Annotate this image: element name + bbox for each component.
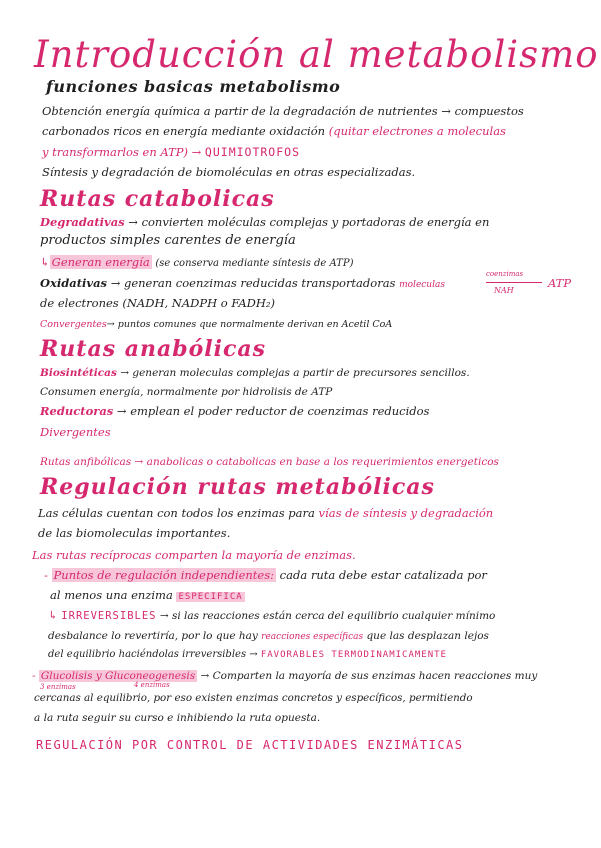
oxidativas-atp: ATP <box>548 276 572 290</box>
gluco-note-1: 3 enzimas <box>40 683 76 691</box>
convergentes-text: → puntos comunes que normalmente derivan en Acetil CoA <box>106 319 393 330</box>
biosinteticas-text: → generan moleculas complejas a partir de precursores sencillos. <box>120 367 470 379</box>
regulacion-line-1-pink: vías de síntesis y degradación <box>318 506 494 520</box>
oxidativas-label: Oxidativas <box>40 276 108 290</box>
catabolicas-heading: Rutas catabolicas <box>40 186 275 212</box>
puntos-text-2: al menos una enzima <box>50 588 177 602</box>
degradativas-text: → convierten moléculas complejas y portadoras de energía en <box>128 215 490 229</box>
convergentes-label: Convergentes <box>40 319 107 330</box>
irreversibles-text: → si las reacciones están cerca del equilibrio cualquier mínimo <box>156 610 496 622</box>
puntos-line-2 <box>50 588 245 604</box>
regulacion-line-3: Las rutas recíprocas comparten la mayoría de enzimas. <box>32 548 356 562</box>
generan-label: Generan energía <box>51 255 150 269</box>
reductoras-label: Reductoras <box>40 404 114 418</box>
irreversibles-line-3 <box>48 648 447 662</box>
gluco-bullet: - <box>32 670 39 682</box>
gluco-text: → Comparten la mayoría de sus enzimas hacen reacciones muy <box>197 670 538 682</box>
irreversibles-line <box>48 608 495 623</box>
irreversibles-line-2-pink: reacciones específicas <box>261 632 364 642</box>
regulacion-heading: Regulación rutas metabólicas <box>40 474 435 500</box>
irreversibles-line-2-end: que las desplazan lejos <box>363 630 489 642</box>
degradativas-line-2: productos simples carentes de energía <box>40 233 296 248</box>
anabolicas-heading: Rutas anabólicas <box>40 336 267 362</box>
irreversibles-line-2-text: desbalance lo revertiría, por lo que hay <box>48 630 262 642</box>
intro-line-1: Obtención energía química a partir de la degradación de nutrientes → compuestos <box>42 104 524 118</box>
intro-line-3-pink: y transformarlos en ATP) → <box>42 145 202 159</box>
intro-line-3 <box>42 145 300 159</box>
oxidativas-arrow-bottom: NAH <box>494 286 514 295</box>
degradativas-line <box>40 215 489 229</box>
irreversibles-line-2 <box>48 629 489 644</box>
anfibolicas-text: → anabolicas o catabolicas en base a los requerimientos energeticos <box>134 456 499 468</box>
oxidativas-line <box>40 276 445 292</box>
favorables-label: FAVORABLES TERMODINAMICAMENTE <box>260 650 447 660</box>
biosinteticas-line <box>40 366 470 380</box>
puntos-bullet: - <box>44 568 52 582</box>
reductoras-text: → emplean el poder reductor de coenzimas reducidos <box>116 404 430 418</box>
puntos-label: Puntos de regulación independientes: <box>53 568 275 582</box>
intro-line-2-text: carbonados ricos en energía mediante oxidación <box>42 124 329 138</box>
gluco-note-2: 4 enzimas <box>134 681 170 689</box>
irreversibles-arrow-icon: ↳ <box>48 608 62 622</box>
oxidativas-arrow-top: coenzimas <box>486 270 524 278</box>
anfibolicas-label: Rutas anfibólicas <box>40 456 132 468</box>
oxidativas-arrow-icon <box>486 282 542 283</box>
especifica-label: ESPECIFICA <box>178 592 243 602</box>
oxidativas-text: → generan coenzimas reducidas transportadoras <box>110 276 396 290</box>
intro-line-4: Síntesis y degradación de biomoléculas en otras especializadas. <box>42 165 416 179</box>
gluco-line <box>32 669 537 683</box>
intro-line-2 <box>42 124 506 138</box>
convergentes-line <box>40 318 392 332</box>
puntos-line <box>44 568 487 582</box>
intro-line-2-pink: (quitar electrones a moleculas <box>328 124 506 138</box>
regulacion-line-1-text: Las células cuentan con todos los enzimas para <box>38 506 319 520</box>
gluco-label: Glucolisis y Gluconeogenesis <box>40 670 196 682</box>
consumen-line: Consumen energía, normalmente por hidrolisis de ATP <box>40 386 333 398</box>
reductoras-line <box>40 404 429 418</box>
oxidativas-pink: moleculas <box>399 280 445 290</box>
divergentes-label: Divergentes <box>40 425 111 439</box>
irreversibles-line-3-text: del equilibrio haciéndolas irreversibles → <box>48 649 261 660</box>
quimiotrofos-label: QUIMIOTROFOS <box>204 145 301 159</box>
regulacion-line-2: de las biomoleculas importantes. <box>38 526 231 540</box>
generan-line <box>40 255 353 271</box>
oxidativas-line-2: de electrones (NADH, NADPH o FADH₂) <box>40 296 275 310</box>
page-title: Introducción al metabolismo <box>34 33 599 76</box>
generan-text: (se conserva mediante síntesis de ATP) <box>155 258 354 269</box>
puntos-text: cada ruta debe estar catalizada por <box>276 568 487 582</box>
generan-arrow-icon: ↳ <box>40 255 50 269</box>
degradativas-label: Degradativas <box>40 215 125 229</box>
biosinteticas-label: Biosintéticas <box>40 367 117 379</box>
subtitle: funciones basicas metabolismo <box>46 77 341 96</box>
anfibolicas-line <box>40 455 499 469</box>
regulacion-line-1 <box>38 506 493 520</box>
irreversibles-label: IRREVERSIBLES <box>61 610 157 622</box>
footer-heading: REGULACIÓN POR CONTROL DE ACTIVIDADES ENZIMÁTICAS <box>36 738 464 752</box>
gluco-line-2: cercanas al equilibrio, por eso existen enzimas concretos y específicos, permitiendo <box>34 692 473 704</box>
gluco-line-3: a la ruta seguir su curso e inhibiendo la ruta opuesta. <box>34 712 321 724</box>
